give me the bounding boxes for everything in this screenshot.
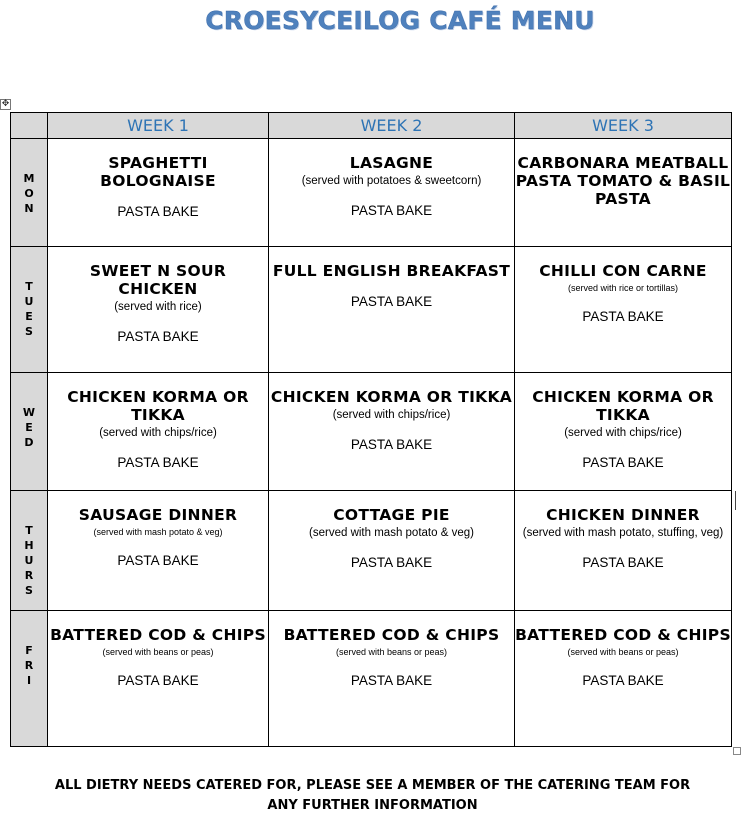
dish-name: BATTERED COD & CHIPS [283, 626, 500, 644]
dish-note: (served with mash potato & veg) [309, 527, 474, 539]
side-option: PASTA BAKE [350, 555, 433, 570]
dish-note: (served with beans or peas) [102, 647, 214, 657]
dish-name: LASAGNE [349, 154, 434, 172]
week-header-row [11, 113, 732, 139]
dish-name: CHICKEN KORMA OR TIKKA [270, 388, 513, 406]
side-option: PASTA BAKE [582, 673, 664, 688]
dish-name: SAUSAGE DINNER [78, 506, 238, 524]
day-label-cell [11, 247, 48, 373]
day-label: T U E S [24, 280, 34, 338]
menu-table [10, 112, 732, 747]
day-label-cell [11, 491, 48, 611]
menu-cell-week-3 [515, 139, 732, 247]
text-cursor [735, 491, 736, 510]
week-3-header: WEEK 3 [515, 113, 732, 139]
dish-note: (served with rice) [114, 301, 202, 313]
dish-name: CARBONARA MEATBALL PASTA TOMATO & BASIL PASTA [515, 154, 731, 208]
menu-cell-week-2 [269, 491, 515, 611]
side-option: PASTA BAKE [582, 555, 664, 570]
menu-cell-week-1 [48, 139, 269, 247]
side-option: PASTA BAKE [350, 294, 433, 309]
side-option: PASTA BAKE [117, 673, 199, 688]
menu-cell-week-2 [269, 611, 515, 747]
day-row-mon [11, 139, 732, 247]
side-option: PASTA BAKE [117, 455, 199, 470]
side-option: PASTA BAKE [117, 553, 199, 568]
side-option: PASTA BAKE [582, 309, 664, 324]
side-option: PASTA BAKE [117, 329, 199, 344]
dish-note: (served with rice or tortillas) [567, 283, 679, 293]
day-label: T H U R S [24, 524, 34, 597]
menu-cell-week-3 [515, 491, 732, 611]
week-1-header: WEEK 1 [48, 113, 269, 139]
dish-note: (served with beans or peas) [335, 647, 448, 657]
dish-note: (served with chips/rice) [99, 427, 217, 439]
table-move-handle-icon[interactable]: ✥ [1, 99, 10, 109]
dish-note: (served with chips/rice) [332, 409, 451, 421]
day-row-thurs [11, 491, 732, 611]
dish-note: (served with beans or peas) [567, 647, 679, 657]
dish-name: FULL ENGLISH BREAKFAST [272, 262, 511, 280]
day-label: F R I [24, 644, 34, 687]
side-option: PASTA BAKE [350, 203, 433, 218]
dish-name: CHILLI CON CARNE [539, 262, 707, 280]
day-row-tues [11, 247, 732, 373]
corner-cell [11, 113, 48, 139]
menu-cell-week-1 [48, 611, 269, 747]
day-label: W E D [22, 406, 36, 449]
dish-note: (served with potatoes & sweetcorn) [301, 175, 482, 187]
menu-cell-week-2 [269, 247, 515, 373]
dish-note: (served with mash potato & veg) [93, 527, 223, 537]
dish-name: BATTERED COD & CHIPS [515, 626, 731, 644]
side-option: PASTA BAKE [117, 204, 199, 219]
dish-name: SWEET N SOUR CHICKEN [89, 262, 227, 298]
dish-note: (served with chips/rice) [564, 427, 682, 439]
day-label-cell [11, 139, 48, 247]
dish-name: CHICKEN KORMA OR TIKKA [532, 388, 714, 424]
dish-name: SPAGHETTI BOLOGNAISE [100, 154, 216, 190]
day-label-cell [11, 373, 48, 491]
menu-cell-week-2 [269, 373, 515, 491]
dish-name: BATTERED COD & CHIPS [50, 626, 266, 644]
day-label-cell [11, 611, 48, 747]
menu-cell-week-1 [48, 491, 269, 611]
menu-cell-week-2 [269, 139, 515, 247]
menu-cell-week-3 [515, 611, 732, 747]
side-option: PASTA BAKE [582, 455, 664, 470]
menu-cell-week-1 [48, 373, 269, 491]
footer-line-2: ANY FURTHER INFORMATION [267, 798, 478, 813]
menu-title: CROESYCEILOG CAFÉ MENU [205, 6, 595, 35]
day-row-fri [11, 611, 732, 747]
side-option: PASTA BAKE [350, 673, 433, 688]
dish-name: CHICKEN DINNER [546, 506, 700, 524]
menu-cell-week-3 [515, 373, 732, 491]
dish-note: (served with mash potato, stuffing, veg) [522, 527, 724, 539]
footer-line-1: ALL DIETRY NEEDS CATERED FOR, PLEASE SEE A MEMBER OF THE CATERING TEAM FOR [54, 778, 691, 793]
menu-cell-week-3 [515, 247, 732, 373]
dietary-footer [0, 776, 745, 816]
dish-name: CHICKEN KORMA OR TIKKA [67, 388, 249, 424]
side-option: PASTA BAKE [350, 437, 433, 452]
menu-cell-week-1 [48, 247, 269, 373]
day-row-wed [11, 373, 732, 491]
table-resize-handle[interactable] [733, 747, 741, 755]
day-label: M O N [23, 172, 35, 215]
week-2-header: WEEK 2 [269, 113, 515, 139]
dish-name: COTTAGE PIE [333, 506, 450, 524]
